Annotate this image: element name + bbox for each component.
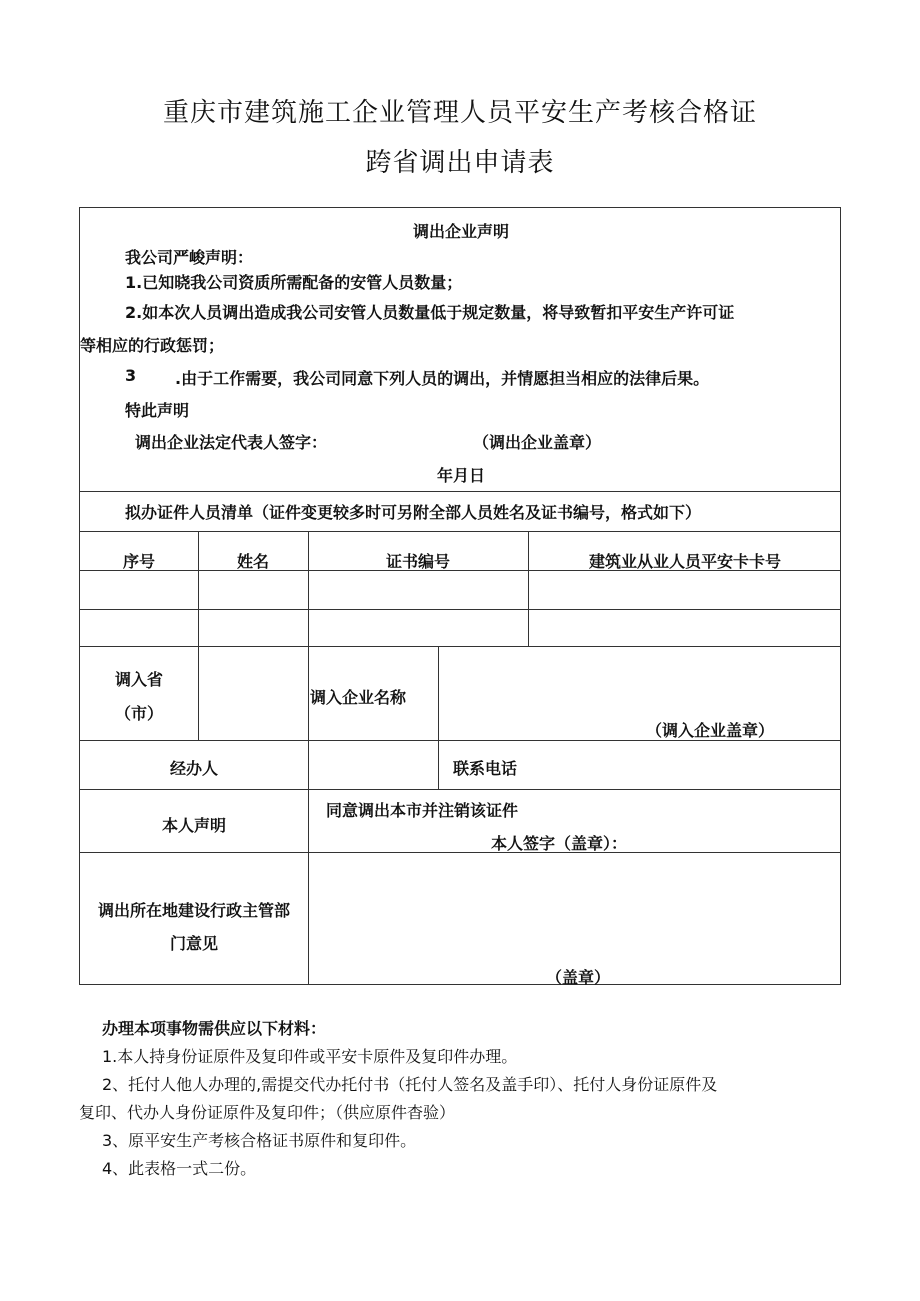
personnel-list-heading: 拟办证件人员清单（证件变更较多时可另附全部人员姓名及证书编号，格式如下）	[125, 503, 702, 522]
divider	[80, 491, 840, 492]
legal-rep-signature-label: 调出企业法定代表人签字：	[135, 433, 328, 452]
personal-statement-label: 本人声明	[161, 816, 226, 835]
company-stamp-label: （调出企业盖章）	[473, 433, 602, 452]
authority-opinion-label: 调出所在地建设行政主管部	[97, 901, 290, 920]
destination-province-label: 调入省	[114, 670, 163, 689]
document-subtitle: 跨省调出申请表	[365, 148, 555, 178]
destination-company-label: 调入企业名称	[310, 688, 407, 707]
phone-label: 联系电话	[453, 759, 518, 778]
materials-item-2: 2、托付人他人办理的,需提交代办托付书（托付人签名及盖手印）、托付人身份证原件及	[102, 1075, 718, 1094]
document-title: 重庆市建筑施工企业管理人员平安生产考核合格证	[162, 98, 757, 128]
column-header-name: 姓名	[236, 552, 269, 571]
declaration-item-1: 1.已知晓我公司资质所需配备的安管人员数量；	[125, 273, 463, 292]
declaration-closing: 特此声明	[125, 401, 190, 420]
personal-statement-text: 同意调出本市并注销该证件	[326, 801, 519, 820]
declaration-intro: 我公司严峻声明：	[125, 248, 254, 267]
divider	[80, 789, 840, 790]
date-label: 年月日	[436, 466, 485, 485]
materials-item-4: 4、此表格一式二份。	[102, 1159, 257, 1178]
personal-signature-label: 本人签字（盖章）：	[491, 834, 628, 853]
destination-company-stamp-label: （调入企业盖章）	[646, 721, 775, 740]
handler-label: 经办人	[169, 759, 218, 778]
materials-item-1: 1.本人持身份证原件及复印件或平安卡原件及复印件办理。	[102, 1047, 518, 1066]
divider	[80, 609, 840, 610]
materials-heading: 办理本项事物需供应以下材料：	[102, 1019, 327, 1038]
declaration-item-2: 2.如本次人员调出造成我公司安管人员数量低于规定数量，将导致暂扣平安生产许可证	[125, 303, 735, 322]
destination-province-label-cont: （市）	[114, 704, 163, 723]
column-header-certificate-number: 证书编号	[385, 552, 450, 571]
authority-opinion-label-cont: 门意见	[169, 934, 218, 953]
column-header-serial: 序号	[122, 552, 155, 571]
declaration-item-3-number: 3	[125, 366, 137, 385]
divider	[308, 531, 309, 985]
declaration-item-2-cont: 等相应的行政惩罚；	[80, 336, 225, 355]
divider	[80, 531, 840, 532]
declaration-heading: 调出企业声明	[412, 222, 509, 241]
column-header-safety-card-number: 建筑业从业人员平安卡卡号	[588, 552, 781, 571]
divider	[438, 646, 439, 789]
divider	[80, 852, 840, 853]
materials-item-3: 3、原平安生产考核合格证书原件和复印件。	[102, 1131, 417, 1150]
authority-stamp-label: （盖章）	[546, 968, 611, 987]
materials-item-2-cont: 复印、代办人身份证原件及复印件；（供应原件杳验）	[79, 1103, 456, 1122]
application-form	[79, 207, 841, 985]
divider	[80, 646, 840, 647]
declaration-item-3: .由于工作需要，我公司同意下列人员的调出，并情愿担当相应的法律后果。	[175, 369, 710, 388]
